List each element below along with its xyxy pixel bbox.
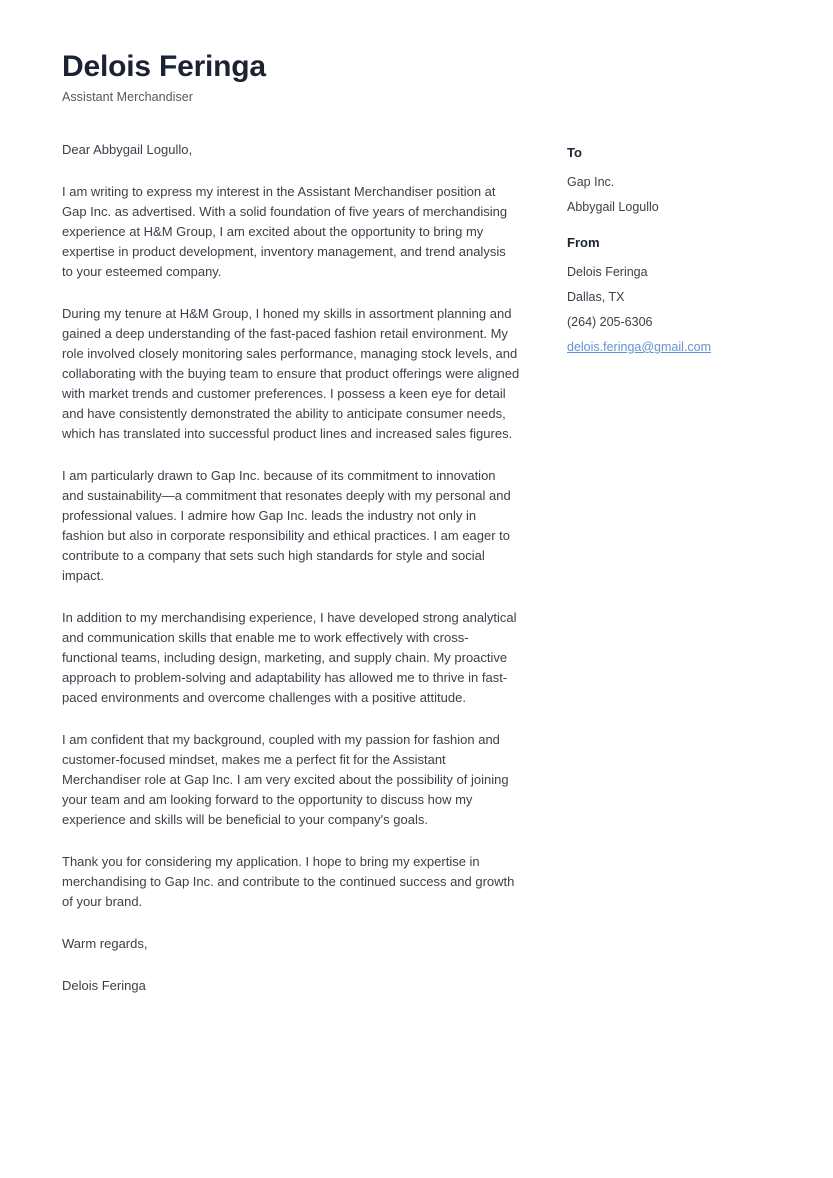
letter-closing: Warm regards,: [62, 936, 148, 951]
contact-sidebar: [567, 144, 797, 374]
letter-header: [62, 50, 532, 105]
from-heading: From: [567, 235, 600, 250]
candidate-name: Delois Feringa: [62, 50, 266, 83]
letter-paragraph-5: I am confident that my background, coupled with my passion for fashion and customer-focused mindset, makes me a perfect fit for the Assistant Merchandiser role at Gap Inc. I am very excited about the possibility of joining your team and am looking forward to the opportunity to discuss how my experience and skills will be beneficial to your company's goals.: [62, 732, 509, 827]
recipient-block: [567, 144, 797, 216]
to-heading: To: [567, 145, 582, 160]
letter-paragraph-3: I am particularly drawn to Gap Inc. because of its commitment to innovation and sustainability—a commitment that resonates deeply with my personal and professional values. I admire how Gap Inc. leads the industry not only in fashion but also in corporate responsibility and ethical practices. I am eager to contribute to a company that sets such high standards for style and social impact.: [62, 468, 511, 583]
sender-email-link[interactable]: delois.feringa@gmail.com: [567, 340, 712, 354]
sender-name: Delois Feringa: [567, 265, 648, 279]
sender-location: Dallas, TX: [567, 290, 625, 304]
letter-content-column: [62, 140, 520, 996]
sender-phone: (264) 205-6306: [567, 315, 653, 329]
candidate-job-title: Assistant Merchandiser: [62, 90, 194, 104]
salutation: Dear Abbygail Logullo,: [62, 142, 193, 157]
letter-paragraph-2: During my tenure at H&M Group, I honed my skills in assortment planning and gained a deep understanding of the fast-paced fashion retail environment. My role involved closely monitoring sales performance, managing stock levels, and collaborating with the buying team to ensure that product offerings were aligned with market trends and customer preferences. I possess a keen eye for detail and have consistently demonstrated the ability to anticipate consumer needs, which has translated into successful product lines and increased sales figures.: [62, 306, 520, 441]
letter-paragraph-1: I am writing to express my interest in the Assistant Merchandiser position at Gap Inc. as advertised. With a solid foundation of five years of merchandising experience at H&M Group, I am excited about the opportunity to bring my expertise in product development, inventory management, and trend analysis to your esteemed company.: [62, 184, 508, 279]
recipient-company: Gap Inc.: [567, 175, 615, 189]
letter-paragraph-4: In addition to my merchandising experience, I have developed strong analytical and communication skills that enable me to work effectively with cross-functional teams, including design, marketing, and supply chain. My proactive approach to problem-solving and adaptability has allowed me to thrive in fast-paced environments and overcome challenges with a positive attitude.: [62, 610, 517, 705]
sender-block: [567, 234, 797, 356]
letter-paragraph-6: Thank you for considering my application. I hope to bring my expertise in merchandising to Gap Inc. and contribute to the continued success and growth of your brand.: [62, 854, 515, 909]
letter-signature: Delois Feringa: [62, 978, 146, 993]
recipient-name: Abbygail Logullo: [567, 200, 659, 214]
